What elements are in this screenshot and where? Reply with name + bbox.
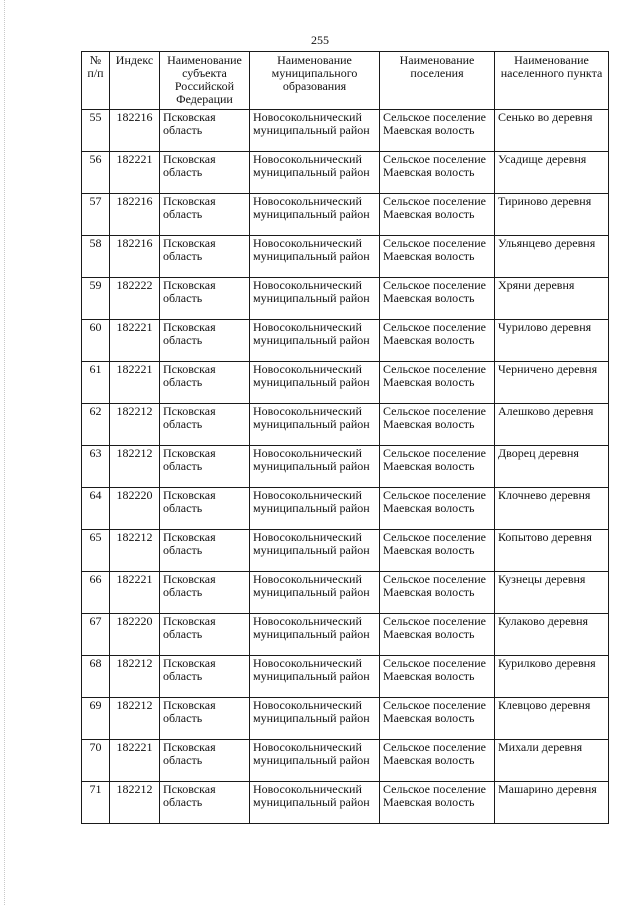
header-settlement: Наименование поселения [380, 52, 495, 110]
cell-number: 61 [82, 362, 110, 404]
table-row [82, 236, 609, 278]
cell-municipality: Новосокольнический муниципальный район [250, 194, 380, 236]
cell-locality: Кузнецы деревня [495, 572, 609, 614]
cell-locality: Сенько во деревня [495, 110, 609, 152]
cell-subject: Псковская область [160, 152, 250, 194]
cell-locality: Михали деревня [495, 740, 609, 782]
cell-municipality: Новосокольнический муниципальный район [250, 278, 380, 320]
cell-number: 66 [82, 572, 110, 614]
cell-subject: Псковская область [160, 572, 250, 614]
cell-index: 182212 [110, 656, 160, 698]
cell-index: 182221 [110, 740, 160, 782]
cell-number: 65 [82, 530, 110, 572]
table-row [82, 740, 609, 782]
cell-municipality: Новосокольнический муниципальный район [250, 782, 380, 824]
cell-number: 60 [82, 320, 110, 362]
settlements-table [81, 51, 609, 824]
cell-municipality: Новосокольнический муниципальный район [250, 320, 380, 362]
cell-subject: Псковская область [160, 278, 250, 320]
table-row [82, 656, 609, 698]
header-number: № п/п [82, 52, 110, 110]
cell-municipality: Новосокольнический муниципальный район [250, 740, 380, 782]
cell-subject: Псковская область [160, 740, 250, 782]
page-edge-dotted-line [4, 0, 5, 905]
table-row [82, 614, 609, 656]
cell-index: 182212 [110, 404, 160, 446]
cell-subject: Псковская область [160, 656, 250, 698]
cell-municipality: Новосокольнический муниципальный район [250, 446, 380, 488]
table-row [82, 110, 609, 152]
cell-index: 182221 [110, 320, 160, 362]
cell-settlement: Сельское поселение Маевская волость [380, 782, 495, 824]
cell-settlement: Сельское поселение Маевская волость [380, 530, 495, 572]
table-row [82, 194, 609, 236]
page-number: 255 [311, 33, 329, 47]
cell-settlement: Сельское поселение Маевская волость [380, 740, 495, 782]
cell-settlement: Сельское поселение Маевская волость [380, 698, 495, 740]
cell-index: 182222 [110, 278, 160, 320]
cell-number: 71 [82, 782, 110, 824]
cell-locality: Кулаково деревня [495, 614, 609, 656]
cell-municipality: Новосокольнический муниципальный район [250, 698, 380, 740]
cell-settlement: Сельское поселение Маевская волость [380, 194, 495, 236]
cell-municipality: Новосокольнический муниципальный район [250, 614, 380, 656]
cell-settlement: Сельское поселение Маевская волость [380, 656, 495, 698]
header-locality: Наименование населенного пункта [495, 52, 609, 110]
cell-municipality: Новосокольнический муниципальный район [250, 530, 380, 572]
cell-number: 58 [82, 236, 110, 278]
cell-subject: Псковская область [160, 236, 250, 278]
table-row [82, 152, 609, 194]
cell-municipality: Новосокольнический муниципальный район [250, 656, 380, 698]
cell-municipality: Новосокольнический муниципальный район [250, 152, 380, 194]
table-row [82, 530, 609, 572]
table-row [82, 278, 609, 320]
cell-number: 70 [82, 740, 110, 782]
cell-settlement: Сельское поселение Маевская волость [380, 446, 495, 488]
cell-subject: Псковская область [160, 194, 250, 236]
cell-index: 182221 [110, 362, 160, 404]
cell-settlement: Сельское поселение Маевская волость [380, 236, 495, 278]
cell-subject: Псковская область [160, 782, 250, 824]
cell-settlement: Сельское поселение Маевская волость [380, 320, 495, 362]
cell-locality: Черничено деревня [495, 362, 609, 404]
cell-settlement: Сельское поселение Маевская волость [380, 110, 495, 152]
cell-municipality: Новосокольнический муниципальный район [250, 110, 380, 152]
cell-index: 182212 [110, 782, 160, 824]
cell-settlement: Сельское поселение Маевская волость [380, 614, 495, 656]
cell-subject: Псковская область [160, 110, 250, 152]
cell-number: 57 [82, 194, 110, 236]
cell-subject: Псковская область [160, 404, 250, 446]
cell-locality: Тириново деревня [495, 194, 609, 236]
cell-locality: Клочнево деревня [495, 488, 609, 530]
cell-locality: Алешково деревня [495, 404, 609, 446]
table-row [82, 404, 609, 446]
cell-municipality: Новосокольнический муниципальный район [250, 362, 380, 404]
cell-settlement: Сельское поселение Маевская волость [380, 404, 495, 446]
cell-subject: Псковская область [160, 530, 250, 572]
cell-settlement: Сельское поселение Маевская волость [380, 278, 495, 320]
table-row [82, 488, 609, 530]
cell-municipality: Новосокольнический муниципальный район [250, 404, 380, 446]
cell-number: 63 [82, 446, 110, 488]
cell-locality: Копытово деревня [495, 530, 609, 572]
cell-index: 182212 [110, 698, 160, 740]
cell-locality: Клевцово деревня [495, 698, 609, 740]
table-row [82, 446, 609, 488]
cell-locality: Хряни деревня [495, 278, 609, 320]
cell-settlement: Сельское поселение Маевская волость [380, 362, 495, 404]
table-row [82, 782, 609, 824]
table-row [82, 320, 609, 362]
cell-locality: Чурилово деревня [495, 320, 609, 362]
cell-index: 182216 [110, 110, 160, 152]
cell-municipality: Новосокольнический муниципальный район [250, 572, 380, 614]
cell-number: 62 [82, 404, 110, 446]
cell-number: 67 [82, 614, 110, 656]
cell-number: 69 [82, 698, 110, 740]
cell-index: 182221 [110, 572, 160, 614]
table-row [82, 698, 609, 740]
cell-subject: Псковская область [160, 698, 250, 740]
cell-municipality: Новосокольнический муниципальный район [250, 488, 380, 530]
cell-subject: Псковская область [160, 488, 250, 530]
cell-locality: Усадище деревня [495, 152, 609, 194]
cell-index: 182220 [110, 488, 160, 530]
cell-index: 182216 [110, 236, 160, 278]
cell-settlement: Сельское поселение Маевская волость [380, 572, 495, 614]
cell-subject: Псковская область [160, 320, 250, 362]
cell-locality: Курилково деревня [495, 656, 609, 698]
cell-settlement: Сельское поселение Маевская волость [380, 152, 495, 194]
cell-index: 182216 [110, 194, 160, 236]
table-row [82, 362, 609, 404]
table-header-row [82, 52, 609, 110]
cell-index: 182212 [110, 530, 160, 572]
cell-locality: Ульянцево деревня [495, 236, 609, 278]
table-body [82, 110, 609, 824]
cell-locality: Дворец деревня [495, 446, 609, 488]
cell-number: 56 [82, 152, 110, 194]
header-municipality: Наименование муниципального образования [250, 52, 380, 110]
cell-number: 55 [82, 110, 110, 152]
cell-number: 68 [82, 656, 110, 698]
cell-locality: Машарино деревня [495, 782, 609, 824]
cell-subject: Псковская область [160, 446, 250, 488]
table-row [82, 572, 609, 614]
header-subject: Наименование субъекта Российской Федерации [160, 52, 250, 110]
cell-subject: Псковская область [160, 614, 250, 656]
cell-number: 59 [82, 278, 110, 320]
cell-index: 182212 [110, 446, 160, 488]
cell-settlement: Сельское поселение Маевская волость [380, 488, 495, 530]
header-index: Индекс [110, 52, 160, 110]
cell-index: 182220 [110, 614, 160, 656]
cell-subject: Псковская область [160, 362, 250, 404]
cell-index: 182221 [110, 152, 160, 194]
cell-municipality: Новосокольнический муниципальный район [250, 236, 380, 278]
cell-number: 64 [82, 488, 110, 530]
